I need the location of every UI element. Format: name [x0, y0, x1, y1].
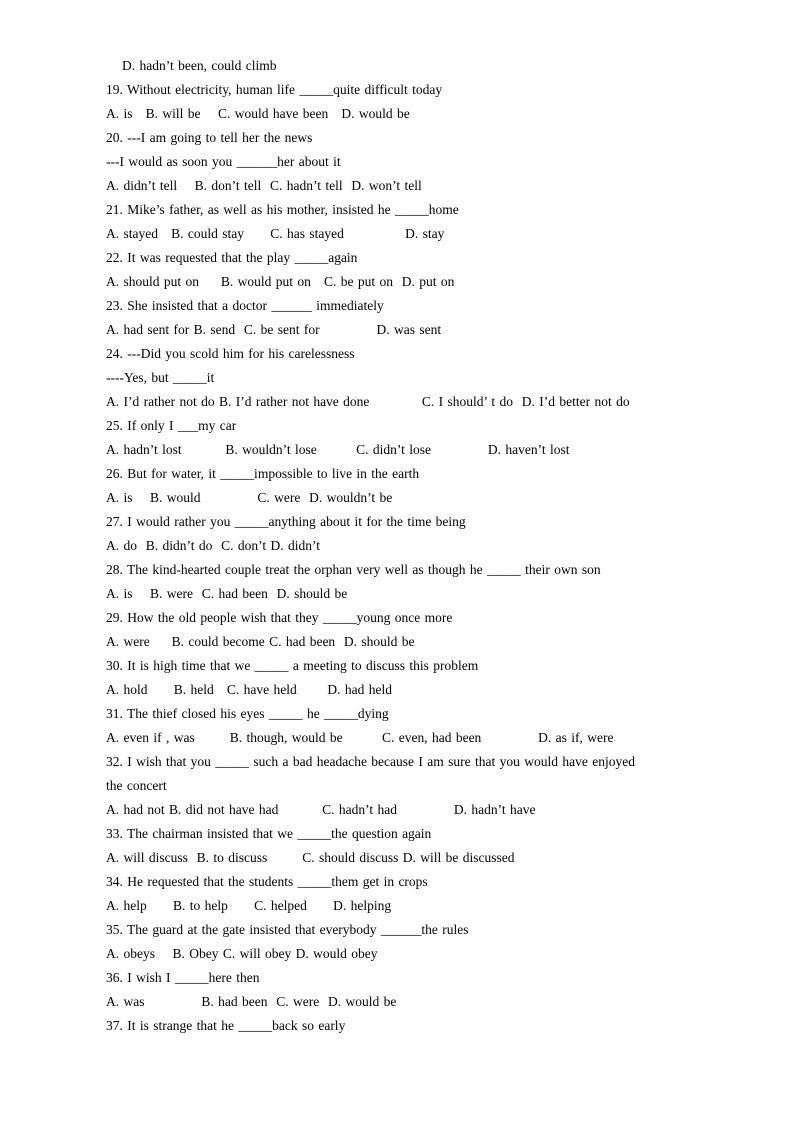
text-line: 33. The chairman insisted that we _____the question again [106, 826, 432, 841]
text-line: 19. Without electricity, human life _____quite difficult today [106, 82, 443, 97]
text-line: A. do B. didn’t do C. don’t D. didn’t [106, 538, 321, 553]
text-line: A. didn’t tell B. don’t tell C. hadn’t tell D. won’t tell [106, 178, 422, 193]
text-line: A. is B. were C. had been D. should be [106, 586, 348, 601]
text-line: 35. The guard at the gate insisted that everybody ______the rules [106, 922, 469, 937]
text-line: 34. He requested that the students _____them get in crops [106, 874, 428, 889]
text-line: A. hold B. held C. have held D. had held [106, 682, 392, 697]
text-line: A. even if , was B. though, would be C. even, had been D. as if, were [106, 730, 614, 745]
text-line: A. had not B. did not have had C. hadn’t had D. hadn’t have [106, 802, 536, 817]
text-line: 23. She insisted that a doctor ______ immediately [106, 298, 384, 313]
text-line: A. will discuss B. to discuss C. should discuss D. will be discussed [106, 850, 515, 865]
text-line: 27. I would rather you _____anything about it for the time being [106, 514, 466, 529]
text-line: 29. How the old people wish that they _____young once more [106, 610, 453, 625]
text-line: 25. If only I ___my car [106, 418, 237, 433]
text-line: A. was B. had been C. were D. would be [106, 994, 397, 1009]
text-line: 24. ---Did you scold him for his carelessness [106, 346, 355, 361]
text-line: the concert [106, 778, 167, 793]
text-line: A. is B. will be C. would have been D. would be [106, 106, 410, 121]
text-line: A. I’d rather not do B. I’d rather not have done C. I should’ t do D. I’d better not do [106, 394, 630, 409]
text-line: 26. But for water, it _____impossible to live in the earth [106, 466, 420, 481]
text-line: A. help B. to help C. helped D. helping [106, 898, 392, 913]
text-line: 37. It is strange that he _____back so early [106, 1018, 346, 1033]
text-line: A. stayed B. could stay C. has stayed D. stay [106, 226, 445, 241]
text-line: 31. The thief closed his eyes _____ he _____dying [106, 706, 389, 721]
text-line: 20. ---I am going to tell her the news [106, 130, 313, 145]
text-line: A. obeys B. Obey C. will obey D. would obey [106, 946, 378, 961]
text-line: ----Yes, but _____it [106, 370, 215, 385]
text-line: 21. Mike’s father, as well as his mother, insisted he _____home [106, 202, 459, 217]
text-line: A. should put on B. would put on C. be put on D. put on [106, 274, 455, 289]
text-line: A. is B. would C. were D. wouldn’t be [106, 490, 393, 505]
text-line: ---I would as soon you ______her about it [106, 154, 341, 169]
text-line: D. hadn’t been, could climb [122, 58, 277, 73]
text-line: 28. The kind-hearted couple treat the orphan very well as though he _____ their own son [106, 562, 601, 577]
text-line: A. had sent for B. send C. be sent for D. was sent [106, 322, 442, 337]
text-line: A. hadn’t lost B. wouldn’t lose C. didn’t lose D. haven’t lost [106, 442, 570, 457]
text-line: 30. It is high time that we _____ a meeting to discuss this problem [106, 658, 479, 673]
text-line: 36. I wish I _____here then [106, 970, 260, 985]
text-line: 32. I wish that you _____ such a bad headache because I am sure that you would have enjoyed [106, 754, 635, 769]
text-line: 22. It was requested that the play _____again [106, 250, 358, 265]
text-line: A. were B. could become C. had been D. should be [106, 634, 415, 649]
